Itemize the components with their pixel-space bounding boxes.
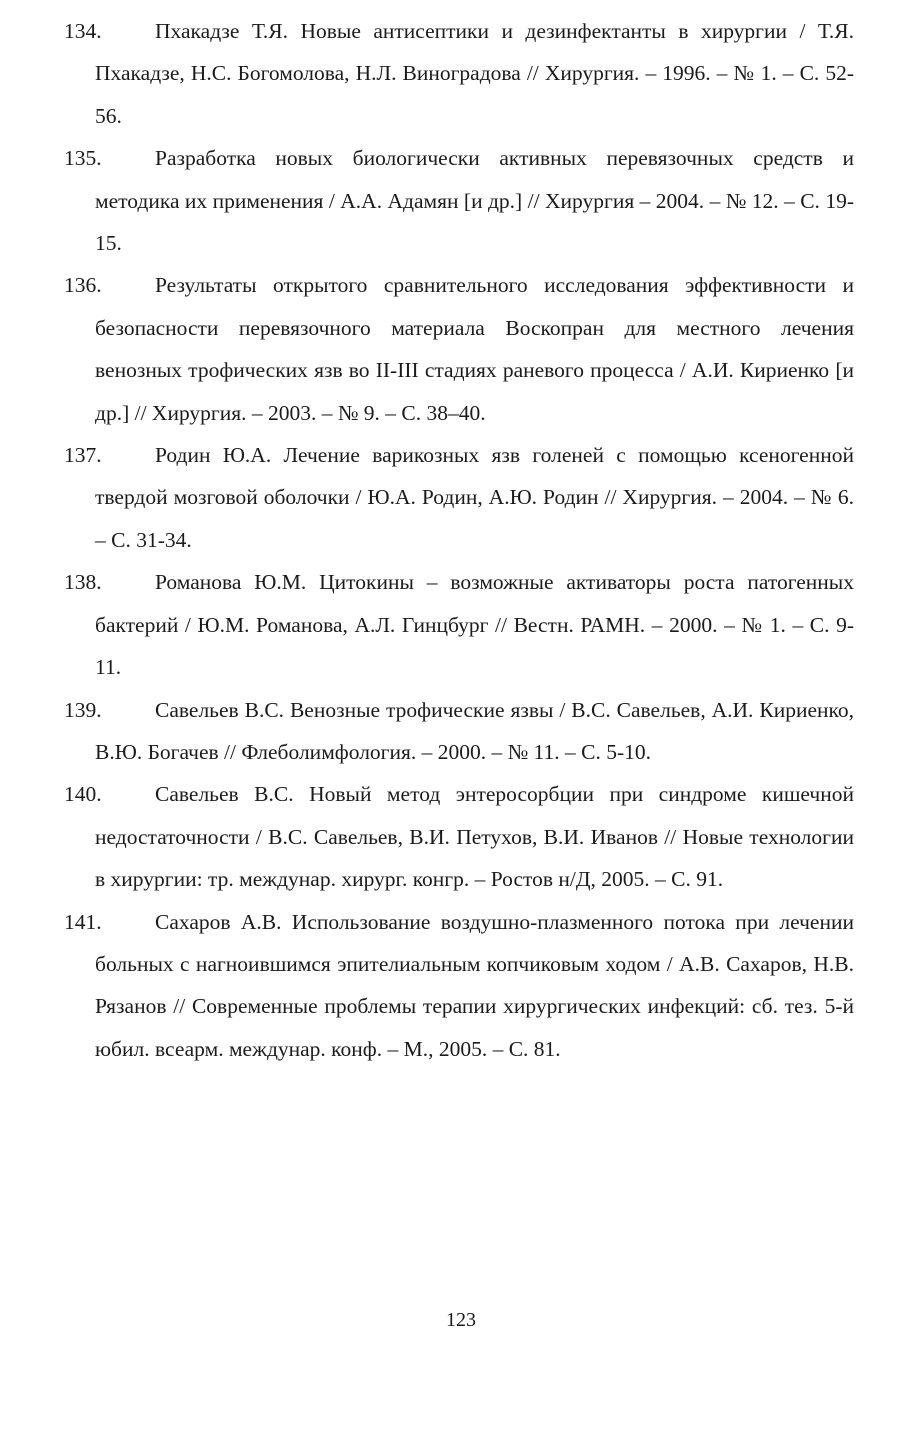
- reference-text: Родин Ю.А. Лечение варикозных язв голеней с помощью ксеногенной твердой мозговой оболочки / Ю.А. Родин, А.Ю. Родин // Хирургия. – 2004. – № 6. – С. 31-34.: [95, 443, 854, 552]
- reference-item: [64, 137, 854, 264]
- reference-text: Результаты открытого сравнительного исследования эффективности и безопасности перевязочного материала Воскопран для местного лечения венозных трофических язв во II-III стадиях раневого процесса / А.И. Кириенко [и др.] // Хирургия. – 2003. – № 9. – С. 38–40.: [95, 273, 854, 425]
- reference-text: Сахаров А.В. Использование воздушно-плазменного потока при лечении больных с нагноившимся эпителиальным копчиковым ходом / А.В. Сахаров, Н.В. Рязанов // Современные проблемы терапии хирургических инфекций: сб. тез. 5-й юбил. всеарм. междунар. конф. – М., 2005. – С. 81.: [95, 909, 854, 1061]
- page-number: 123: [446, 1309, 476, 1331]
- reference-text: Романова Ю.М. Цитокины – возможные активаторы роста патогенных бактерий / Ю.М. Романова, А.Л. Гинцбург // Вестн. РАМН. – 2000. – № 1. – С. 9-11.: [95, 570, 854, 680]
- reference-text: Разработка новых биологически активных перевязочных средств и методика их применения / А.А. Адамян [и др.] // Хирургия – 2004. – № 12. – С. 19-15.: [95, 146, 854, 256]
- reference-item: [64, 434, 854, 561]
- reference-text: Савельев В.С. Новый метод энтеросорбции при синдроме кишечной недостаточности / В.С. Савельев, В.И. Петухов, В.И. Иванов // Новые технологии в хирургии: тр. междунар. хирург. конгр. – Ростов н/Д, 2005. – С. 91.: [95, 782, 854, 892]
- reference-number: 141.: [64, 909, 102, 934]
- reference-number: 140.: [64, 782, 102, 807]
- reference-item: [64, 561, 854, 688]
- reference-number: 136.: [64, 273, 102, 298]
- reference-number: 137.: [64, 443, 102, 468]
- reference-number: 134.: [64, 19, 102, 43]
- reference-text: Савельев В.С. Венозные трофические язвы / В.С. Савельев, А.И. Кириенко, В.Ю. Богачев // Флеболимфология. – 2000. – № 11. – С. 5-10.: [95, 697, 854, 764]
- reference-number: 135.: [64, 146, 102, 171]
- reference-item: [64, 901, 854, 1071]
- reference-item: [64, 264, 854, 434]
- reference-item: [64, 689, 854, 774]
- reference-number: 138.: [64, 570, 102, 595]
- reference-number: 139.: [64, 697, 102, 722]
- reference-list: [64, 10, 854, 1070]
- reference-item: [64, 10, 854, 137]
- reference-item: [64, 773, 854, 900]
- reference-text: Пхакадзе Т.Я. Новые антисептики и дезинфектанты в хирургии / Т.Я. Пхакадзе, Н.С. Богомолова, Н.Л. Виноградова // Хирургия. – 1996. – № 1. – С. 52-56.: [95, 19, 854, 128]
